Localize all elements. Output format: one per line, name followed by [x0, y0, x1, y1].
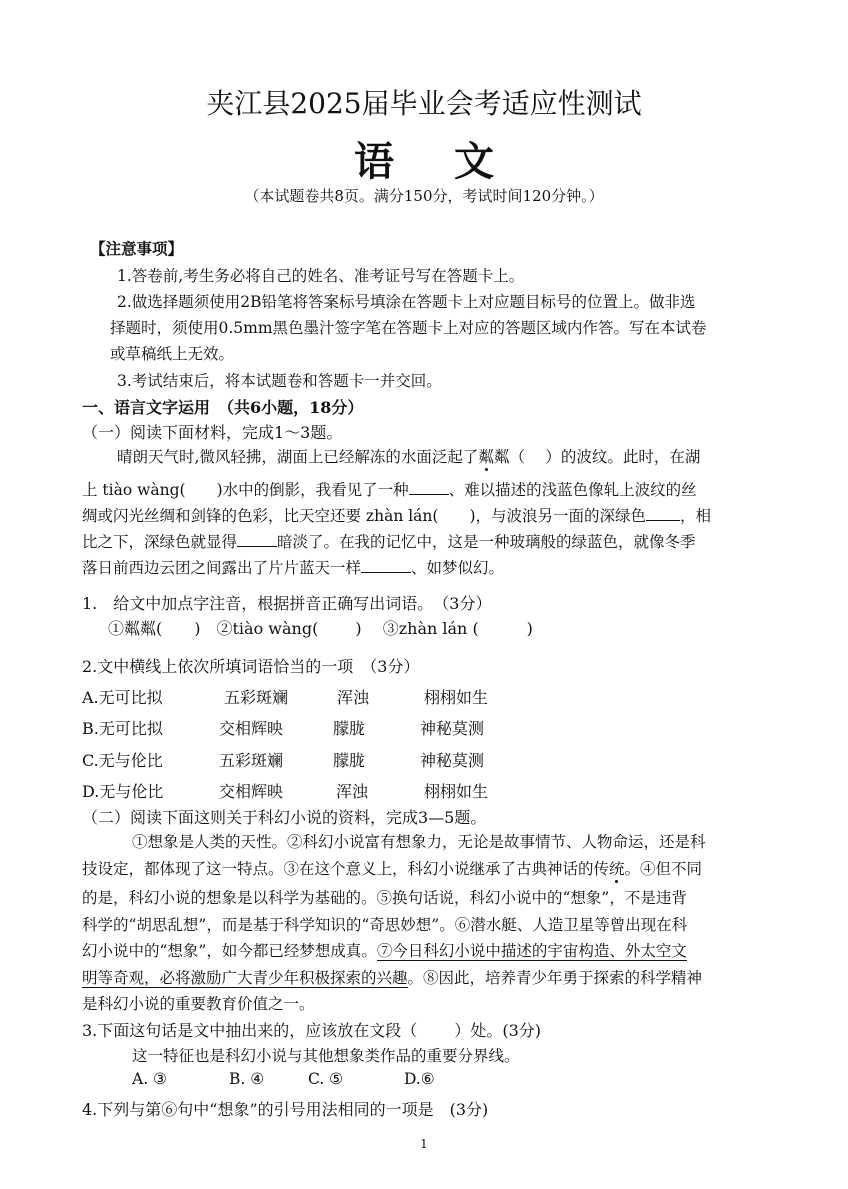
- notice-item-2b: 择题时，须使用0.5mm黑色墨汁签字笔在答题卡上对应的答题区域内作答。写在本试卷: [110, 319, 707, 337]
- option-term: 交相辉映: [219, 782, 284, 801]
- passage-text: 。④但不同: [624, 860, 703, 878]
- question-2-option-c[interactable]: [82, 748, 682, 772]
- passage-2-line-4: 科学的“胡思乱想”，而是基于科学知识的“奇思妙想”。⑥潜水艇、人造卫星等曾出现在科: [82, 916, 688, 934]
- question-4: 4.下列与第⑥句中“想象”的引号用法相同的一项是 (3分): [82, 1100, 489, 1119]
- option-term: 栩栩如生: [424, 782, 489, 801]
- notice-heading: 【注意事项】: [90, 239, 184, 258]
- passage-2-line-3: 的是，科幻小说的想象是以科学为基础的。⑤换句话说，科幻小说中的“想象”，不是违背: [82, 889, 687, 907]
- question-2: 2.文中横线上依次所填词语恰当的一项 （3分）: [82, 657, 420, 676]
- question-3-sentence: 这一特征也是科幻小说与其他想象类作品的重要分界线。: [132, 1047, 520, 1065]
- passage-text: 粼（ ）的波纹。此时，在湖: [493, 448, 701, 466]
- passage-text: 落日前西边云团之间露出了片片蓝天一样: [82, 559, 362, 577]
- passage-2-line-7: 是科幻小说的重要教育价值之一。: [82, 995, 315, 1013]
- exam-note: （本试题卷共8页。满分150分，考试时间120分钟。）: [244, 187, 604, 205]
- underlined-sentence: ⑦今日科幻小说中描述的宇宙构造、外太空文: [376, 942, 687, 960]
- question-3-option-c[interactable]: C. ⑤: [308, 1070, 344, 1088]
- passage-text: 技设定，都体现了这一特点。③在这个意义上，科幻小说继承了古典神话的传: [82, 860, 610, 878]
- question-2-option-b[interactable]: [82, 716, 682, 740]
- option-term: 浑浊: [337, 688, 370, 707]
- passage-1-line-2: [82, 478, 697, 500]
- passage-1-line-5: [82, 556, 504, 578]
- passage-2-line-6: [82, 966, 702, 988]
- option-term: 浑浊: [336, 782, 369, 801]
- question-3-option-d[interactable]: D.⑥: [404, 1070, 435, 1088]
- option-term: C.无与伦比: [82, 751, 163, 770]
- passage-1-line-1: [117, 445, 700, 467]
- passage-text: 晴朗天气时,微风轻拂，湖面上已经解冻的水面泛起了: [117, 448, 479, 466]
- option-term: 栩栩如生: [424, 688, 489, 707]
- notice-item-2c: 或草稿纸上无效。: [110, 345, 235, 363]
- option-term: 朦胧: [333, 719, 366, 738]
- question-3: 3.下面这句话是文中抽出来的，应该放在文段（ ）处。(3分): [82, 1021, 542, 1040]
- underlined-sentence: 明等奇观，必将激励广大青少年积极探索的兴趣: [82, 969, 408, 987]
- fill-blank-4[interactable]: [361, 558, 411, 573]
- fill-blank-1[interactable]: [409, 480, 449, 495]
- option-term: 神秘莫测: [420, 719, 485, 738]
- exam-title: 夹江县2025届毕业会考适应性测试: [206, 87, 642, 120]
- dotted-character: 统: [609, 860, 625, 878]
- option-term: 五彩斑斓: [219, 751, 284, 770]
- question-2-option-d[interactable]: [82, 779, 682, 803]
- passage-text: 、难以描述的浅蓝色像轧上波纹的丝: [448, 481, 697, 499]
- page-number: 1: [420, 1137, 428, 1151]
- option-term: 朦胧: [333, 751, 366, 770]
- passage-2-line-5: [82, 939, 687, 961]
- option-term: 神秘莫测: [420, 751, 485, 770]
- part-2-instruction: （二）阅读下面这则关于科幻小说的资料，完成3—5题。: [82, 808, 487, 827]
- passage-text: 幻小说中的“想象”，如今都已经梦想成真。: [82, 942, 377, 960]
- question-3-option-b[interactable]: B. ④: [229, 1070, 265, 1088]
- option-term: 交相辉映: [219, 719, 284, 738]
- question-2-option-a[interactable]: [82, 685, 682, 709]
- question-1-blanks[interactable]: ①粼粼( ) ②tiào wàng( ) ③zhàn lán ( ): [108, 619, 533, 638]
- part-1-instruction: （一）阅读下面材料，完成1～3题。: [82, 423, 343, 442]
- option-term: D.无与伦比: [82, 782, 164, 801]
- question-1: 1. 给文中加点字注音，根据拼音正确写出词语。 （3分）: [82, 594, 492, 613]
- passage-2-line-2: [82, 857, 702, 879]
- notice-item-2a: 2.做选择题须使用2B铅笔将答案标号填涂在答题卡上对应题目标号的位置上。做非选: [117, 293, 696, 311]
- passage-text: 绸或闪光丝绸和剑锋的色彩，比天空还要 zhàn lán( )，与波浪另一面的深绿色: [82, 507, 647, 525]
- option-term: B.无可比拟: [82, 719, 163, 738]
- notice-item-3: 3.考试结束后，将本试题卷和答题卡一并交回。: [117, 372, 442, 390]
- passage-text: 上 tiào wàng( )水中的倒影，我看见了一种: [82, 481, 409, 499]
- fill-blank-3[interactable]: [237, 532, 277, 547]
- question-3-option-a[interactable]: A. ③: [132, 1070, 167, 1088]
- passage-1-line-3: [82, 504, 711, 526]
- dotted-character: 粼: [478, 448, 494, 466]
- passage-text: 、如梦似幻。: [411, 559, 505, 577]
- passage-text: 比之下，深绿色就显得: [82, 533, 238, 551]
- notice-item-1: 1.答卷前,考生务必将自己的姓名、准考证号写在答题卡上。: [117, 267, 525, 285]
- option-term: 五彩斑斓: [224, 688, 289, 707]
- question-3-options: [132, 1070, 532, 1094]
- passage-text: ，相: [680, 507, 712, 525]
- passage-text: 暗淡了。在我的记忆中，这是一种玻璃般的绿蓝色，就像冬季: [277, 533, 696, 551]
- option-term: A.无可比拟: [82, 688, 163, 707]
- fill-blank-2[interactable]: [646, 506, 680, 521]
- passage-2-line-1: ①想象是人类的天性。②科幻小说富有想象力，无论是故事情节、人物命运，还是科: [132, 833, 706, 851]
- passage-text: 。⑧因此，培养青少年勇于探索的科学精神: [407, 969, 703, 987]
- subject-title: 语文: [354, 138, 554, 185]
- passage-1-line-4: [82, 530, 696, 552]
- section-1-heading: 一、语言文字运用 （共6小题，18分）: [82, 398, 364, 417]
